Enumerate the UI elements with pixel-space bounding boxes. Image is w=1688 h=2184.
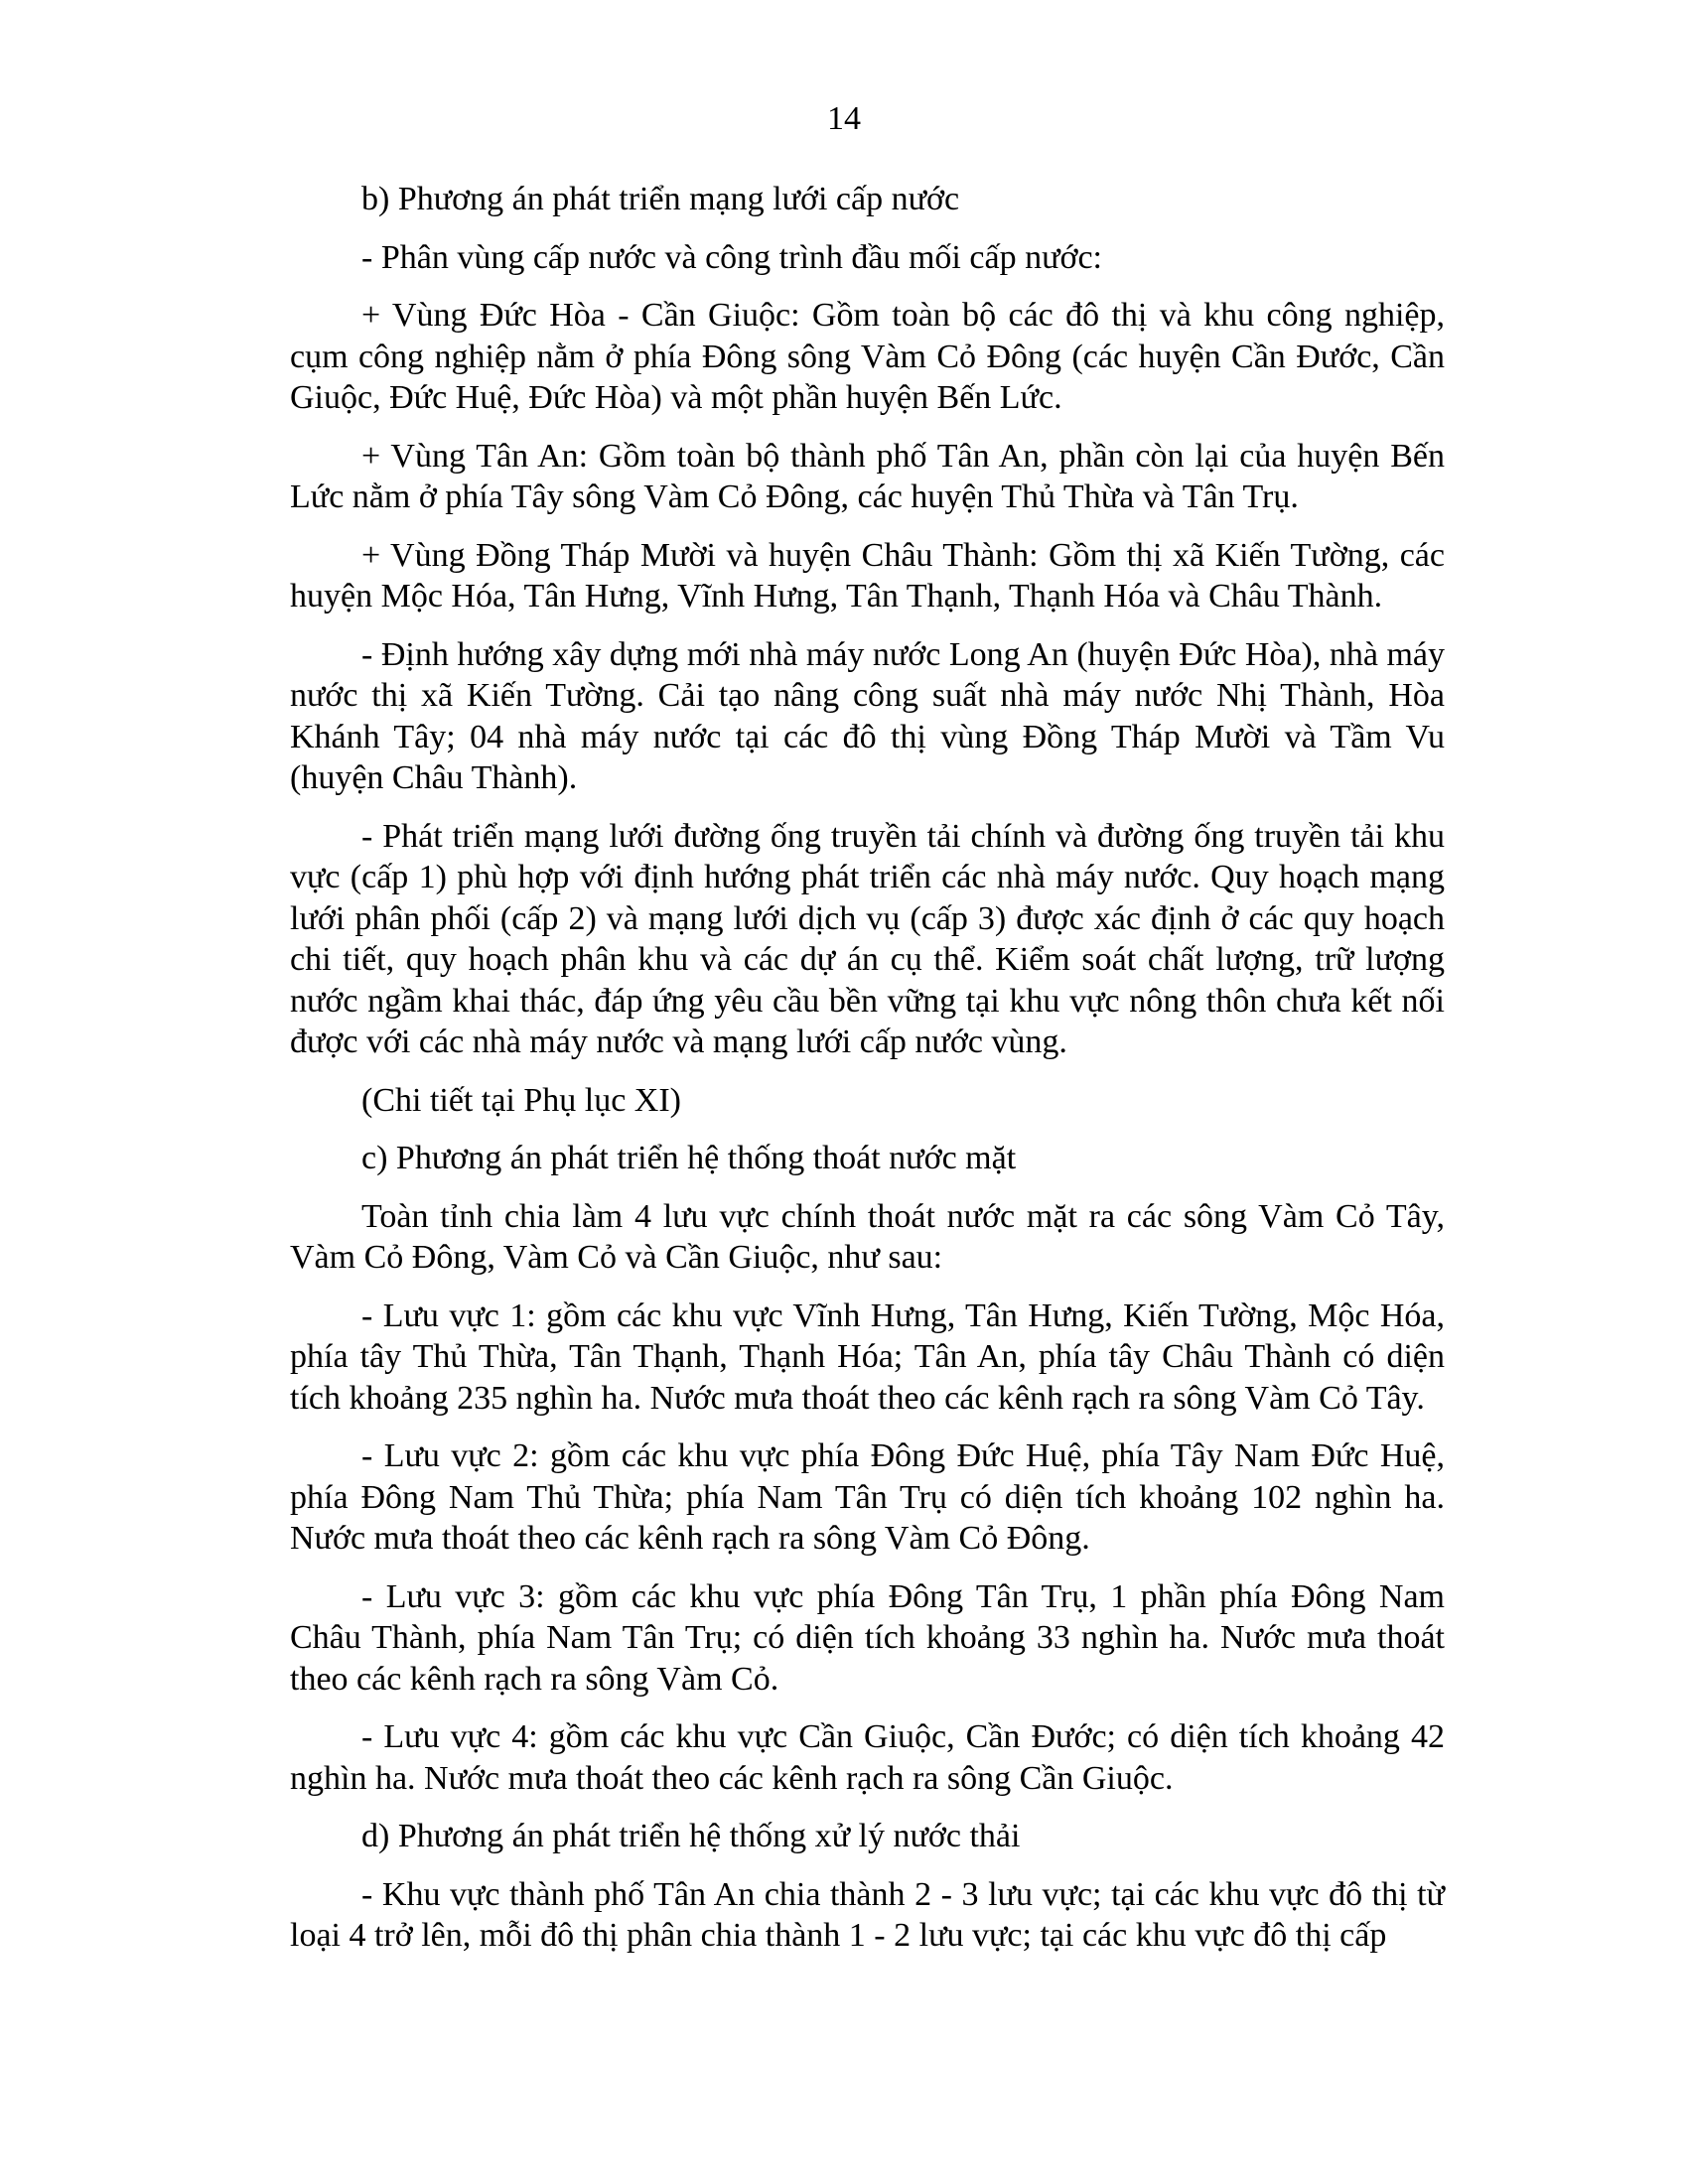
paragraph: - Phân vùng cấp nước và công trình đầu mối cấp nước:: [361, 238, 1103, 276]
paragraph: - Lưu vực 3: gồm các khu vực phía Đông Tân Trụ, 1 phần phía Đông Nam Châu Thành, phía Nam Tân Trụ; có diện tích khoảng 33 nghìn ha. Nước mưa thoát theo các kênh rạch ra sông Vàm Cỏ.: [290, 1577, 1445, 1698]
appendix-reference: (Chi tiết tại Phụ lục XI): [361, 1081, 682, 1119]
paragraph: - Lưu vực 1: gồm các khu vực Vĩnh Hưng, Tân Hưng, Kiến Tường, Mộc Hóa, phía tây Thủ Thừa, Tân Thạnh, Thạnh Hóa; Tân An, phía tây Châu Thành có diện tích khoảng 235 nghìn ha. Nước mưa thoát theo các kênh rạch ra sông Vàm Cỏ Tây.: [290, 1297, 1445, 1417]
heading-water-supply: b) Phương án phát triển mạng lưới cấp nước: [361, 181, 960, 217]
page-number: 14: [827, 100, 861, 137]
paragraph: + Vùng Tân An: Gồm toàn bộ thành phố Tân An, phần còn lại của huyện Bến Lức nằm ở phía Tây sông Vàm Cỏ Đông, các huyện Thủ Thừa và Tân Trụ.: [290, 437, 1445, 515]
paragraph: - Khu vực thành phố Tân An chia thành 2 - 3 lưu vực; tại các khu vực đô thị từ loại 4 trở lên, mỗi đô thị phân chia thành 1 - 2 lưu vực; tại các khu vực đô thị cấp: [290, 1875, 1445, 1954]
paragraph: - Định hướng xây dựng mới nhà máy nước Long An (huyện Đức Hòa), nhà máy nước thị xã Kiến Tường. Cải tạo nâng công suất nhà máy nước Nhị Thành, Hòa Khánh Tây; 04 nhà máy nước tại các đô thị vùng Đồng Tháp Mười và Tầm Vu (huyện Châu Thành).: [290, 635, 1445, 796]
paragraph: - Lưu vực 2: gồm các khu vực phía Đông Đức Huệ, phía Tây Nam Đức Huệ, phía Đông Nam Thủ Thừa; phía Nam Tân Trụ có diện tích khoảng 102 nghìn ha. Nước mưa thoát theo các kênh rạch ra sông Vàm Cỏ Đông.: [290, 1437, 1445, 1557]
paragraph: - Lưu vực 4: gồm các khu vực Cần Giuộc, Cần Đước; có diện tích khoảng 42 nghìn ha. Nước mưa thoát theo các kênh rạch ra sông Cần Giuộc.: [290, 1718, 1445, 1797]
paragraph: Toàn tỉnh chia làm 4 lưu vực chính thoát nước mặt ra các sông Vàm Cỏ Tây, Vàm Cỏ Đông, Vàm Cỏ và Cần Giuộc, như sau:: [290, 1197, 1445, 1276]
paragraph: + Vùng Đồng Tháp Mười và huyện Châu Thành: Gồm thị xã Kiến Tường, các huyện Mộc Hóa, Tân Hưng, Vĩnh Hưng, Tân Thạnh, Thạnh Hóa và Châu Thành.: [290, 536, 1445, 614]
heading-surface-drainage: c) Phương án phát triển hệ thống thoát nước mặt: [361, 1140, 1017, 1176]
document-body: [290, 179, 1445, 1974]
paragraph: - Phát triển mạng lưới đường ống truyền tải chính và đường ống truyền tải khu vực (cấp 1) phù hợp với định hướng phát triển các nhà máy nước. Quy hoạch mạng lưới phân phối (cấp 2) và mạng lưới dịch vụ (cấp 3) được xác định ở các quy hoạch chi tiết, quy hoạch phân khu và các dự án cụ thể. Kiểm soát chất lượng, trữ lượng nước ngầm khai thác, đáp ứng yêu cầu bền vững tại khu vực nông thôn chưa kết nối được với các nhà máy nước và mạng lưới cấp nước vùng.: [290, 817, 1445, 1060]
paragraph: + Vùng Đức Hòa - Cần Giuộc: Gồm toàn bộ các đô thị và khu công nghiệp, cụm công nghiệp nằm ở phía Đông sông Vàm Cỏ Đông (các huyện Cần Đước, Cần Giuộc, Đức Huệ, Đức Hòa) và một phần huyện Bến Lức.: [290, 297, 1445, 416]
heading-wastewater-treatment: d) Phương án phát triển hệ thống xử lý nước thải: [361, 1818, 1021, 1854]
